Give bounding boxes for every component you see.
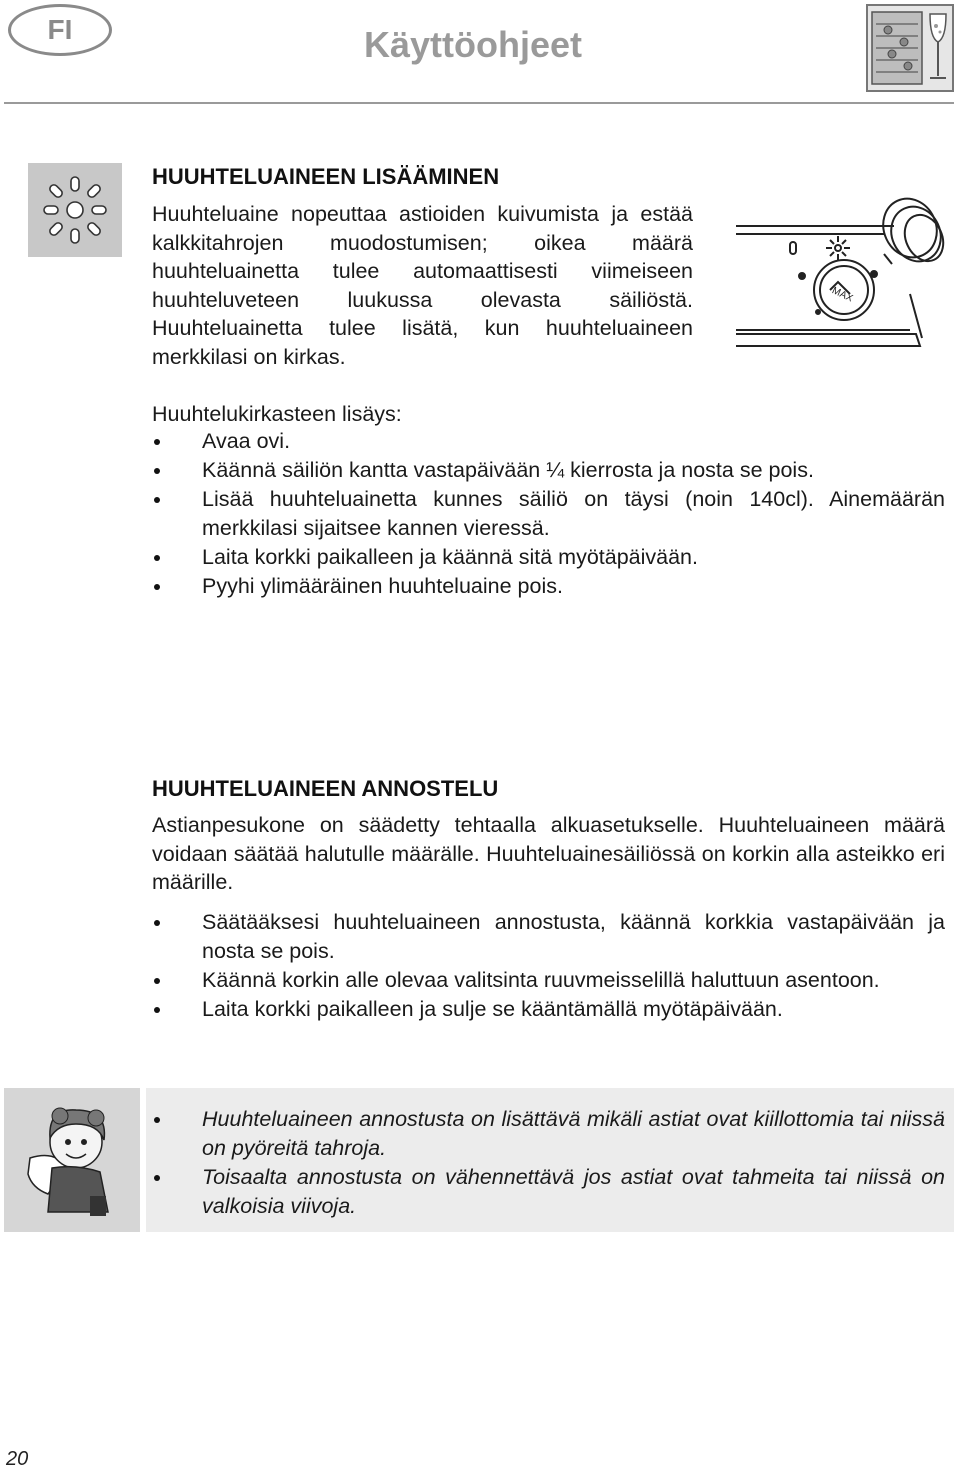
list-item: Käännä korkin alle olevaa valitsinta ruuvmeisselillä haluttuun asentoon. xyxy=(152,966,945,995)
rinse-aid-symbol-icon xyxy=(28,163,122,257)
list-item: Laita korkki paikalleen ja sulje se kääntämällä myötäpäivään. xyxy=(152,995,945,1024)
page-title: Käyttöohjeet xyxy=(364,24,583,65)
note-list xyxy=(152,1105,945,1221)
dispenser-max-label: MAX xyxy=(830,285,855,305)
add-steps-list xyxy=(152,427,945,601)
list-item: Pyyhi ylimääräinen huuhteluaine pois. xyxy=(152,572,945,601)
list-item: Lisää huuhteluainetta kunnes säiliö on täysi (noin 140cl). Ainemäärän merkkilasi sijaitsee kannen vieressä. xyxy=(152,485,945,543)
list-item: Avaa ovi. xyxy=(152,427,945,456)
steps-title: Huuhtelukirkasteen lisäys: xyxy=(152,402,402,426)
list-item: Käännä säiliön kantta vastapäivään ¼ kierrosta ja nosta se pois. xyxy=(152,456,945,485)
list-item: Huuhteluaineen annostusta on lisättävä mikäli astiat ovat kiillottomia tai niissä on pyöreitä tahroja. xyxy=(152,1105,945,1163)
language-code: FI xyxy=(47,14,73,45)
section-heading-dose: HUUHTELUAINEEN ANNOSTELU xyxy=(152,776,499,801)
section-add-intro: Huuhteluaine nopeuttaa astioiden kuivumista ja estää kalkkitahrojen muodostumisen; oikea määrä huuhteluainetta tulee automaattisesti viimeiseen huuhteluveteen luukussa olevasta säiliöstä. Huuhteluainetta tulee lisätä, kun huuhteluaineen merkkilasi on kirkas. xyxy=(152,202,693,369)
section-heading-add: HUUHTELUAINEEN LISÄÄMINEN xyxy=(152,164,500,189)
header-divider xyxy=(4,102,954,104)
page-number: 20 xyxy=(6,1448,29,1470)
note-mascot-icon xyxy=(4,1088,140,1232)
dose-steps-list xyxy=(152,908,945,1024)
list-item: Säätääksesi huuhteluaineen annostusta, käännä korkkia vastapäivään ja nosta se pois. xyxy=(152,908,945,966)
section-dose-intro: Astianpesukone on säädetty tehtaalla alkuasetukselle. Huuhteluaineen määrä voidaan säätää halutulle määrälle. Huuhteluainesäiliössä on korkin alla asteikko eri määrille. xyxy=(152,813,945,894)
dishwasher-thumbnail-icon xyxy=(866,4,954,92)
dispenser-diagram xyxy=(734,194,952,354)
language-badge xyxy=(8,4,112,56)
list-item: Laita korkki paikalleen ja käännä sitä myötäpäivään. xyxy=(152,543,945,572)
list-item: Toisaalta annostusta on vähennettävä jos astiat ovat tahmeita tai niissä on valkoisia viivoja. xyxy=(152,1163,945,1221)
